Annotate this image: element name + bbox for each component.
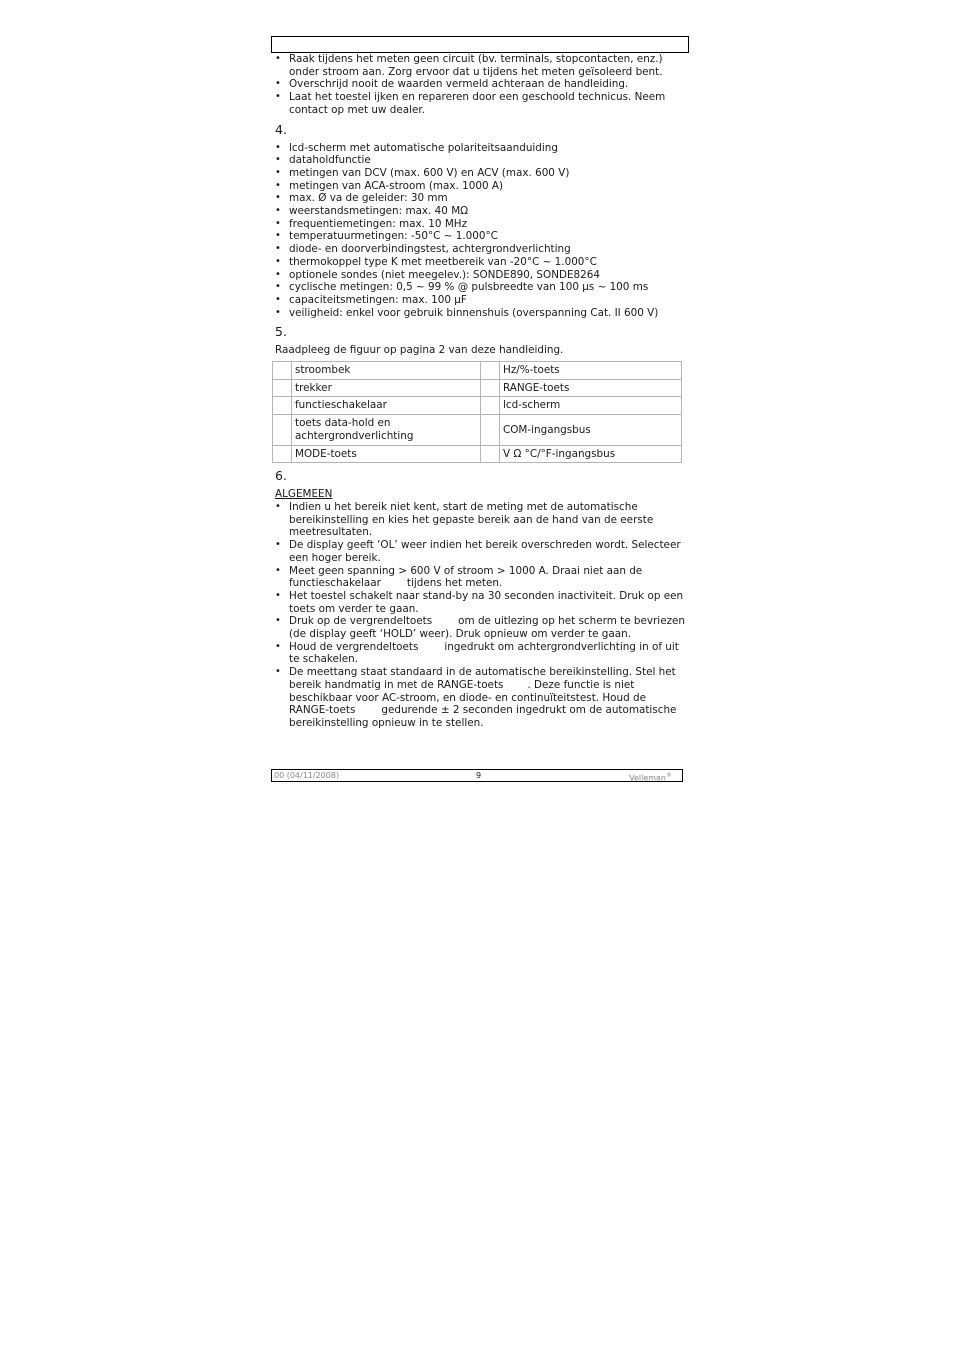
- list-item: [275, 666, 685, 730]
- table-row: [273, 379, 682, 397]
- safety-list: [275, 53, 685, 117]
- table-row: [273, 445, 682, 463]
- table-cell: RANGE-toets: [500, 379, 682, 397]
- table-cell: trekker: [292, 379, 481, 397]
- table-cell: [273, 397, 292, 415]
- table-cell: functieschakelaar: [292, 397, 481, 415]
- list-item-text: De display geeft ‘OL’ weer indien het bereik overschreden wordt. Selecteer een hoger bereik.: [289, 539, 681, 564]
- brand-name: Velleman: [629, 773, 666, 783]
- list-item: • Laat het toestel ijken en repareren door een geschoold technicus. Neem contact op met uw dealer.: [275, 91, 685, 116]
- list-item-text: om de uitlezing op het scherm te bevriezen (de display geeft ‘HOLD’ weer). Druk opnieuw om verder te gaan.: [289, 615, 686, 641]
- page-content: [275, 53, 685, 730]
- list-item: • weerstandsmetingen: max. 40 MΩ: [275, 205, 685, 218]
- list-item: • dataholdfunctie: [275, 154, 685, 167]
- table-cell: [481, 415, 500, 445]
- list-item: • thermokoppel type K met meetbereik van -20°C ~ 1.000°C: [275, 256, 685, 269]
- table-cell: MODE-toets: [292, 445, 481, 463]
- list-item-text: ingedrukt om achtergrondverlichting in of uit te schakelen.: [289, 640, 679, 666]
- list-item: • max. Ø va de geleider: 30 mm: [275, 192, 685, 205]
- table-cell: [481, 379, 500, 397]
- list-item: • temperatuurmetingen: -50°C ~ 1.000°C: [275, 230, 685, 243]
- list-item-text: Druk op de vergrendeltoets: [289, 615, 433, 628]
- footer-version: 00 (04/11/2008): [274, 771, 340, 780]
- section-6-number: 6.: [275, 468, 287, 484]
- list-item: • diode- en doorverbindingstest, achtergrondverlichting: [275, 243, 685, 256]
- table-cell: [273, 445, 292, 463]
- list-item: • capaciteitsmetingen: max. 100 µF: [275, 294, 685, 307]
- section-6-heading: ALGEMEEN: [275, 488, 333, 501]
- table-cell: COM-ingangsbus: [500, 415, 682, 445]
- table-cell: stroombek: [292, 362, 481, 380]
- list-item: • metingen van DCV (max. 600 V) en ACV (max. 600 V): [275, 167, 685, 180]
- list-item: • Raak tijdens het meten geen circuit (bv. terminals, stopcontacten, enz.) onder stroom aan. Zorg ervoor dat u tijdens het meten geïsoleerd bent.: [275, 53, 685, 78]
- table-cell: V Ω °C/°F-ingangsbus: [500, 445, 682, 463]
- list-item: [275, 641, 685, 666]
- section-4-number: 4.: [275, 121, 287, 137]
- page-number: 9: [476, 771, 482, 780]
- registered-mark: ®: [666, 772, 672, 779]
- list-item: • cyclische metingen: 0,5 ~ 99 % @ pulsbreedte van 100 µs ~ 100 ms: [275, 281, 685, 294]
- list-item: [275, 590, 685, 615]
- list-item-text: Het toestel schakelt naar stand-by na 30 seconden inactiviteit. Druk op een toets om verder te gaan.: [289, 589, 684, 615]
- list-item-text: Indien u het bereik niet kent, start de meting met de automatische bereikinstelling en kies het gepaste bereik aan de hand van de eerste meetresultaten.: [289, 500, 654, 539]
- table-cell: [273, 379, 292, 397]
- table-cell: [273, 362, 292, 380]
- list-item-text: Meet geen spanning > 600 V of stroom > 1000 A. Draai niet aan de functieschakelaar: [289, 564, 643, 590]
- section-5-number: 5.: [275, 324, 287, 340]
- table-row: [273, 415, 682, 445]
- list-item-text: De meettang staat standaard in de automatische bereikinstelling. Stel het bereik handmatig in met de RANGE-toets: [289, 666, 676, 691]
- section-5-intro: Raadpleeg de figuur op pagina 2 van deze handleiding.: [275, 344, 564, 357]
- list-item: • lcd-scherm met automatische polariteitsaanduiding: [275, 142, 685, 155]
- footer-brand: [629, 770, 672, 784]
- table-row: [273, 362, 682, 380]
- parts-table: [272, 361, 682, 463]
- list-item: • frequentiemetingen: max. 10 MHz: [275, 218, 685, 231]
- table-cell: [481, 445, 500, 463]
- general-list: [275, 501, 685, 730]
- list-item: [275, 501, 685, 539]
- table-cell: toets data-hold en achtergrondverlichting: [292, 415, 481, 445]
- list-item-text: . Deze functie is niet beschikbaar voor AC-stroom, en diode- en continuïteitstest. Houd de RANGE-toets: [289, 678, 647, 717]
- list-item: [275, 565, 685, 590]
- list-item: [275, 539, 685, 564]
- list-item: • metingen van ACA-stroom (max. 1000 A): [275, 180, 685, 193]
- table-cell: [273, 415, 292, 445]
- header-box: [271, 36, 689, 53]
- table-row: [273, 397, 682, 415]
- list-item-text: Houd de vergrendeltoets: [289, 640, 419, 653]
- list-item-text: gedurende ± 2 seconden ingedrukt om de automatische bereikinstelling opnieuw in te stellen.: [289, 704, 677, 729]
- table-cell: [481, 397, 500, 415]
- list-item: • optionele sondes (niet meegelev.): SONDE890, SONDE8264: [275, 269, 685, 282]
- list-item-text: tijdens het meten.: [406, 577, 503, 590]
- list-item: [275, 615, 685, 640]
- list-item: • veiligheid: enkel voor gebruik binnenshuis (overspanning Cat. II 600 V): [275, 307, 685, 320]
- list-item: • Overschrijd nooit de waarden vermeld achteraan de handleiding.: [275, 78, 685, 91]
- features-list: [275, 142, 685, 320]
- page-footer: [271, 769, 683, 782]
- table-cell: lcd-scherm: [500, 397, 682, 415]
- table-cell: [481, 362, 500, 380]
- table-cell: Hz/%-toets: [500, 362, 682, 380]
